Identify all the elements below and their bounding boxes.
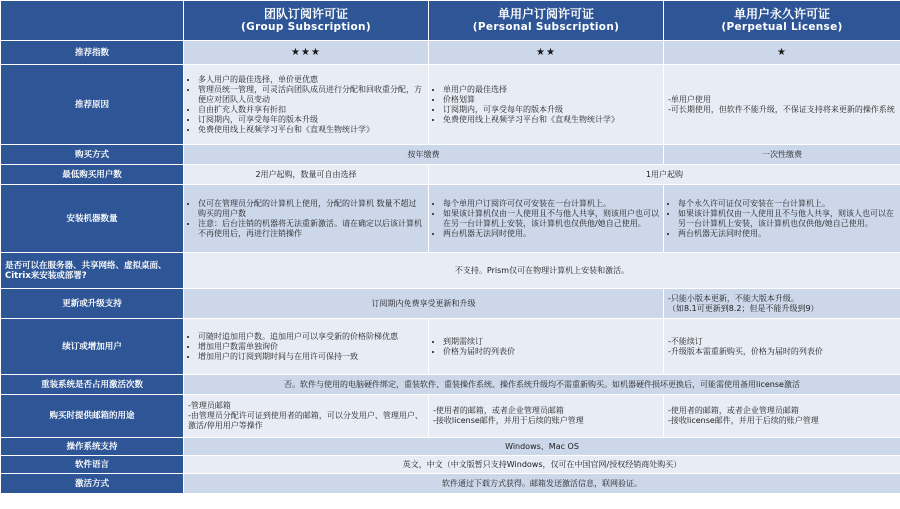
row-label-reason: 推荐原因 xyxy=(1,65,184,145)
row-label-rating: 推荐指数 xyxy=(1,41,184,65)
renew-perpetual-line: -升级版本需重新购买，价格为届时的列表价 xyxy=(668,346,823,356)
list-item: • 两台机器无法同时使用。 xyxy=(443,229,659,239)
list-item: • 自由扩充人数并享有折扣 xyxy=(198,105,424,115)
reason-group-list xyxy=(188,75,424,135)
list-item: • 如果该计算机仅由一人使用且不与他人共享，则该用户也可以在另一台计算机上安装，该计算机也仅供他/她自己使用。 xyxy=(443,209,659,229)
reason-perpetual-line: -单用户使用 xyxy=(668,94,711,104)
list-item: • 订阅期内，可享受每年的版本升级 xyxy=(198,115,424,125)
purchase-perpetual: 一次性缴费 xyxy=(664,145,900,165)
email-personal-line: -接收license邮件，并用于后续的账户管理 xyxy=(433,416,584,425)
installs-perpetual xyxy=(664,185,900,253)
min-users-group: 2用户起购，数量可自由选择 xyxy=(184,165,429,185)
renew-personal-list xyxy=(433,337,659,357)
list-item: • 每个永久许可证仅可安装在一台计算机上。 xyxy=(678,199,896,209)
row-renew xyxy=(1,319,900,375)
header-group xyxy=(184,1,429,41)
list-item: • 到期需续订 xyxy=(443,337,659,347)
row-label-os: 操作系统支持 xyxy=(1,438,184,456)
os-value: Windows、Mac OS xyxy=(184,438,900,456)
list-item: • 免费使用线上视频学习平台和《直观生物统计学》 xyxy=(198,125,424,135)
rating-perpetual: ★ xyxy=(664,41,900,65)
list-item: • 注意：后台注销的机器将无法重新激活。请在确定以后该计算机不再使用后，再进行注销操作 xyxy=(198,219,424,239)
row-label-renew: 续订或增加用户 xyxy=(1,319,184,375)
list-item: • 免费使用线上视频学习平台和《直观生物统计学》 xyxy=(443,115,659,125)
header-perpetual xyxy=(664,1,900,41)
header-group-title: 团队订阅许可证 xyxy=(263,7,348,21)
renew-perpetual-line: -不能续订 xyxy=(668,336,703,346)
row-installs xyxy=(1,185,900,253)
header-group-subtitle: (Group Subscription) xyxy=(241,21,371,33)
header-row xyxy=(1,1,900,41)
email-personal xyxy=(429,395,664,438)
email-personal-line: -使用者的邮箱，或者企业管理员邮箱 xyxy=(433,406,564,415)
row-label-reinstall: 重装系统是否占用激活次数 xyxy=(1,375,184,395)
row-label-installs: 安装机器数量 xyxy=(1,185,184,253)
renew-group-list xyxy=(188,332,424,362)
row-os xyxy=(1,438,900,456)
row-label-language: 软件语言 xyxy=(1,456,184,474)
email-perpetual-line: -使用者的邮箱，或者企业管理员邮箱 xyxy=(668,406,799,415)
purchase-subscription: 按年缴费 xyxy=(184,145,664,165)
installs-perpetual-list xyxy=(668,199,896,239)
row-label-server: 是否可以在服务器、共享网络、虚拟桌面、Citrix来安装或部署? xyxy=(1,253,184,289)
reason-personal xyxy=(429,65,664,145)
list-item: • 仅可在管理员分配的计算机上使用，分配的计算机 数量不超过购买的用户数 xyxy=(198,199,424,219)
row-label-purchase: 购买方式 xyxy=(1,145,184,165)
row-server xyxy=(1,253,900,289)
reinstall-value: 否。软件与使用的电脑硬件绑定，重装软件、重装操作系统、操作系统升级均不需重新购买。如机器硬件损坏更换后，可能需使用备用license激活 xyxy=(184,375,900,395)
language-value: 英文，中文（中文版暂只支持Windows，仅可在中国官网/授权经销商处购买） xyxy=(184,456,900,474)
min-users-single: 1用户起购 xyxy=(429,165,900,185)
reason-group xyxy=(184,65,429,145)
email-group-line: -管理员邮箱 xyxy=(188,401,231,410)
list-item: • 每个单用户订阅许可仅可安装在一台计算机上。 xyxy=(443,199,659,209)
row-label-activation: 激活方式 xyxy=(1,474,184,494)
activation-value: 软件通过下载方式获得。邮箱发送激活信息，联网验证。 xyxy=(184,474,900,494)
server-value: 不支持。Prism仅可在物理计算机上安装和激活。 xyxy=(184,253,900,289)
header-perpetual-title: 单用户永久许可证 xyxy=(733,7,830,21)
installs-group xyxy=(184,185,429,253)
renew-perpetual xyxy=(664,319,900,375)
list-item: • 增加用户数需单独询价 xyxy=(198,342,424,352)
list-item: • 多人用户的最佳选择，单价更优惠 xyxy=(198,75,424,85)
list-item: • 订阅期内，可享受每年的版本升级 xyxy=(443,105,659,115)
rating-personal: ★★ xyxy=(429,41,664,65)
row-email xyxy=(1,395,900,438)
installs-personal-list xyxy=(433,199,659,239)
renew-personal xyxy=(429,319,664,375)
row-label-email: 购买时提供邮箱的用途 xyxy=(1,395,184,438)
list-item: • 两台机器无法同时使用。 xyxy=(678,229,896,239)
row-reason xyxy=(1,65,900,145)
row-label-update: 更新或升级支持 xyxy=(1,289,184,319)
row-update xyxy=(1,289,900,319)
renew-group xyxy=(184,319,429,375)
row-purchase xyxy=(1,145,900,165)
update-subscription: 订阅期内免费享受更新和升级 xyxy=(184,289,664,319)
list-item: • 增加用户的订阅到期时间与在用许可保持一致 xyxy=(198,352,424,362)
row-min-users xyxy=(1,165,900,185)
email-perpetual xyxy=(664,395,900,438)
reason-perpetual-line: -可长期使用，但软件不能升级，不保证支持将来更新的操作系统 xyxy=(668,104,895,114)
reason-personal-list xyxy=(433,85,659,125)
email-perpetual-line: -接收license邮件，并用于后续的账户管理 xyxy=(668,416,819,425)
list-item: • 单用户的最佳选择 xyxy=(443,85,659,95)
row-rating xyxy=(1,41,900,65)
update-perpetual-line: -只能小版本更新，不能大版本升级。 xyxy=(668,293,799,303)
installs-personal xyxy=(429,185,664,253)
header-perpetual-subtitle: (Perpetual License) xyxy=(721,21,843,33)
email-group-line: -由管理员分配许可证到使用者的邮箱，可以分发用户、管理用户、激活/停用用户等操作 xyxy=(188,411,423,430)
row-reinstall xyxy=(1,375,900,395)
list-item: • 价格为届时的列表价 xyxy=(443,347,659,357)
installs-group-list xyxy=(188,199,424,239)
email-group xyxy=(184,395,429,438)
row-language xyxy=(1,456,900,474)
header-corner xyxy=(1,1,184,41)
list-item: • 可随时追加用户数。追加用户可以享受新的价格阶梯优惠 xyxy=(198,332,424,342)
reason-perpetual xyxy=(664,65,900,145)
list-item: • 价格划算 xyxy=(443,95,659,105)
update-perpetual-line: （如8.1可更新到8.2；但是不能升级到9） xyxy=(668,303,819,313)
row-activation xyxy=(1,474,900,494)
header-personal xyxy=(429,1,664,41)
rating-group: ★★★ xyxy=(184,41,429,65)
list-item: • 如果该计算机仅由一人使用且不与他人共享，则该人也可以在另一台计算机上安装，该计算机也仅供他/她自己使用。 xyxy=(678,209,896,229)
header-personal-subtitle: (Personal Subscription) xyxy=(472,21,620,33)
update-perpetual xyxy=(664,289,900,319)
list-item: • 管理员统一管理，可灵活向团队成员进行分配和回收重分配，方便应对团队人员变动 xyxy=(198,85,424,105)
row-label-min-users: 最低购买用户数 xyxy=(1,165,184,185)
header-personal-title: 单用户订阅许可证 xyxy=(497,7,594,21)
